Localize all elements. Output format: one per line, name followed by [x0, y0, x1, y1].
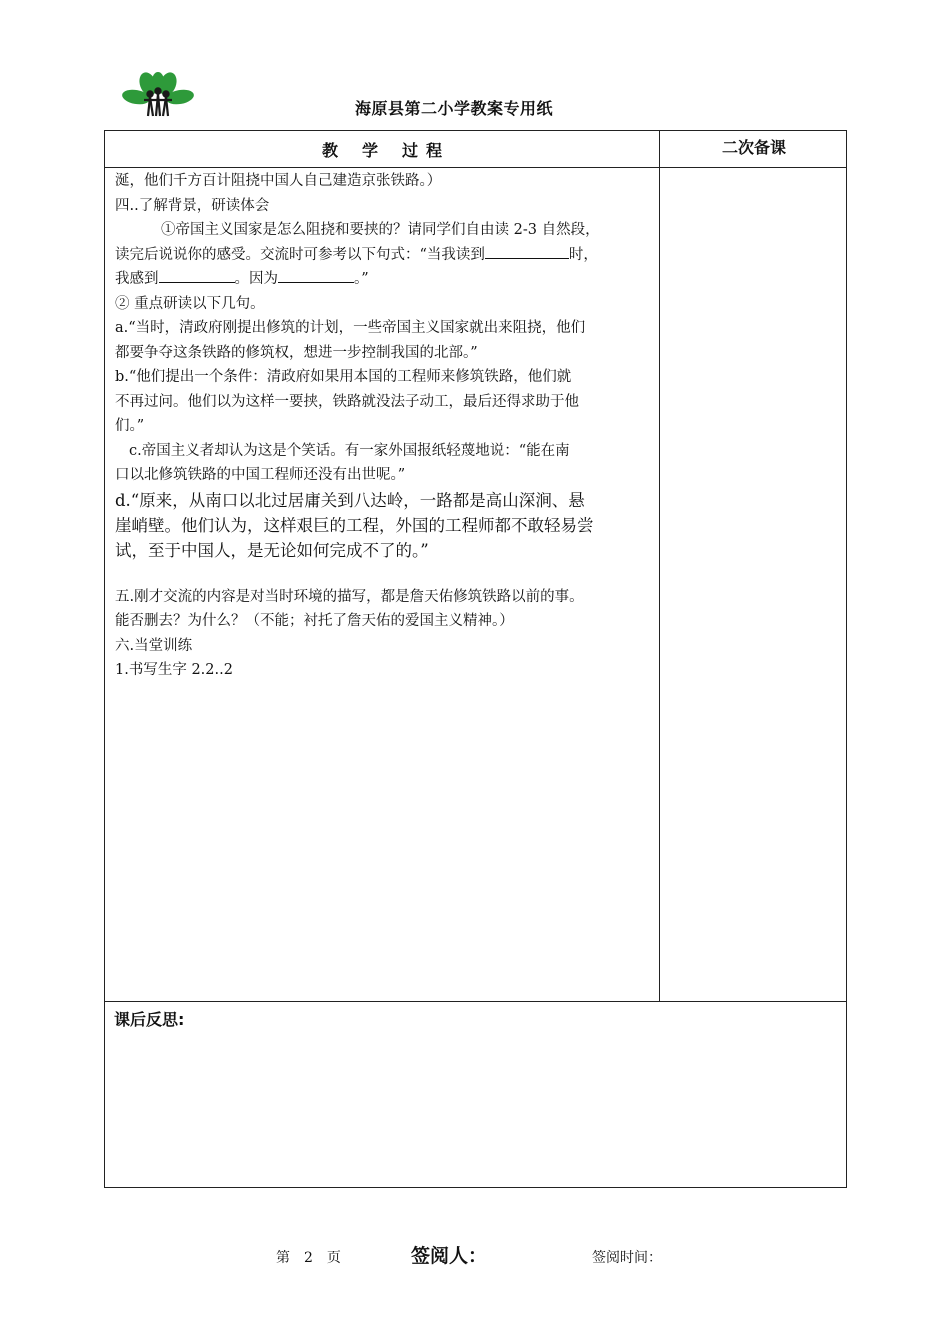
- process-line: 都要争夺这条铁路的修筑权，想进一步控制我国的北部。”: [115, 344, 478, 361]
- second-preparation-heading: 二次备课: [721, 137, 786, 157]
- teaching-process-content: [115, 169, 655, 683]
- process-line: ①帝国主义国家是怎么阻挠和要挟的？请同学们自由读 2-3 自然段，: [161, 222, 600, 238]
- page-number: 第 2 页: [276, 1250, 341, 1266]
- reflection-label: 课后反思:: [114, 1010, 185, 1029]
- sign-time-label: 签阅时间：: [592, 1250, 662, 1266]
- page-title: 海原县第二小学教案专用纸: [355, 99, 554, 118]
- process-line: 四..了解背景，研读体会: [115, 197, 270, 214]
- process-line: a.“当时，清政府刚提出修筑的计划，一些帝国主义国家就出来阻挠，他们: [115, 320, 586, 336]
- process-line: ② 重点研读以下几句。: [115, 295, 265, 312]
- process-line: 崖峭壁。他们认为，这样艰巨的工程，外国的工程师都不敢轻易尝: [115, 515, 594, 535]
- process-line: 涎，他们千方百计阻挠中国人自己建造京张铁路。）: [115, 173, 442, 189]
- process-line: 不再过问。他们以为这样一要挟，铁路就没法子动工，最后还得求助于他: [115, 393, 579, 410]
- header-row-divider: [105, 167, 846, 168]
- process-line: d.“原来，从南口以北过居庸关到八达岭，一路都是高山深涧、悬: [115, 490, 585, 510]
- heading-char: 教: [321, 140, 338, 160]
- process-line: 六.当堂训练: [115, 637, 193, 654]
- teaching-process-heading: [105, 131, 659, 167]
- process-line: 我感到 。因为 。”: [115, 267, 655, 292]
- logo-figures: [144, 88, 172, 116]
- reflection-row-divider: [105, 1001, 846, 1002]
- process-line: 能否删去？为什么？（不能；衬托了詹天佑的爱国主义精神。）: [115, 613, 514, 629]
- process-line: c.帝国主义者却认为这是个笑话。有一家外国报纸轻蔑地说：“能在南: [129, 442, 570, 459]
- process-line: 1.书写生字 2.2..2: [115, 662, 233, 678]
- heading-char: 学: [361, 140, 378, 160]
- lesson-plan-table: [104, 130, 847, 1188]
- process-line: 口以北修筑铁路的中国工程师还没有出世呢。”: [115, 467, 406, 483]
- process-line: 试，至于中国人，是无论如何完成不了的。”: [115, 540, 429, 560]
- column-divider: [659, 131, 660, 1001]
- process-line: b.“他们提出一个条件：清政府如果用本国的工程师来修筑铁路，他们就: [115, 369, 572, 385]
- school-logo: [122, 72, 194, 118]
- signer-label: 签阅人：: [411, 1245, 488, 1267]
- process-line: 五.刚才交流的内容是对当时环境的描写，都是詹天佑修筑铁路以前的事。: [115, 588, 584, 605]
- process-line: 们。”: [115, 418, 145, 434]
- heading-char: 过: [402, 140, 419, 160]
- heading-char: 程: [426, 140, 443, 160]
- process-line: 读完后说说你的感受。交流时可参考以下句式：“当我读到 时，: [115, 243, 655, 268]
